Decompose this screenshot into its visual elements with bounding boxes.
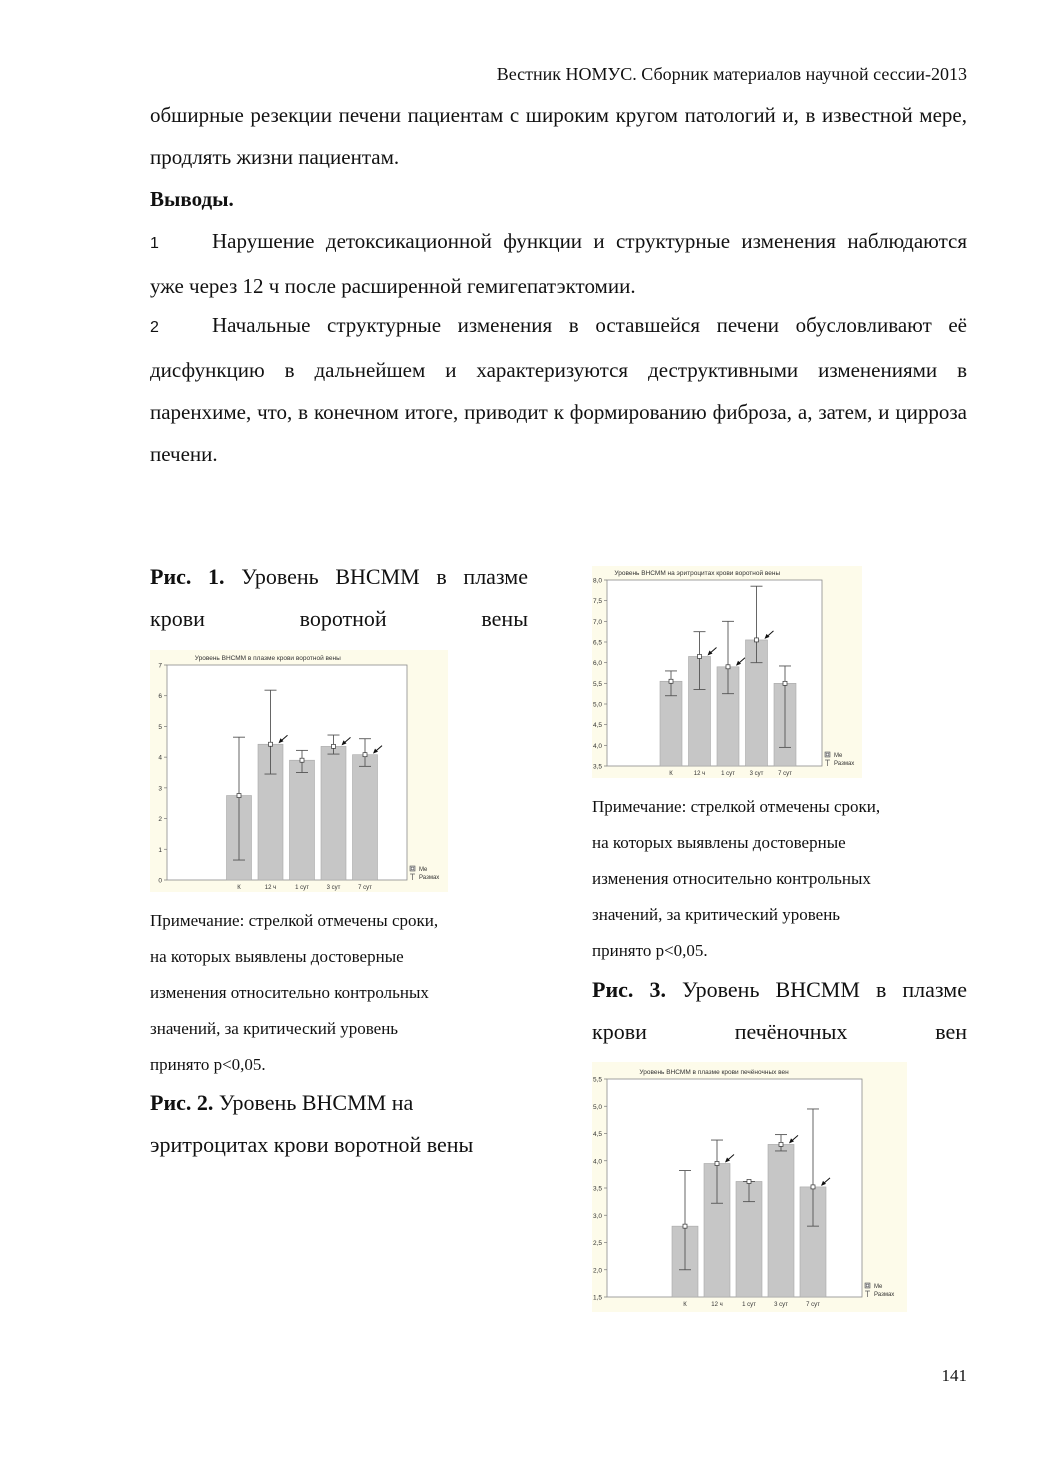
legend-median-marker <box>826 753 828 755</box>
median-marker <box>669 679 673 683</box>
x-tick-label: К <box>683 1302 687 1308</box>
legend-median-label: Me <box>874 1284 883 1290</box>
y-tick-label: 7 <box>158 662 162 670</box>
running-header: Вестник НОМУС. Сборник материалов научной сессии-2013 <box>496 64 967 84</box>
y-tick-label: 4 <box>158 754 162 762</box>
figure-1-caption <box>150 556 528 640</box>
note-line: Примечание: стрелкой отмечены сроки, <box>150 911 439 930</box>
bar <box>353 755 378 880</box>
figure-3-caption <box>592 969 967 1053</box>
x-tick-label: 7 сут <box>778 771 792 777</box>
chart-svg <box>592 566 862 778</box>
y-tick-label: 5 <box>158 723 162 731</box>
note-line: Примечание: стрелкой отмечены сроки, <box>592 797 881 816</box>
median-marker <box>237 794 241 798</box>
intro-paragraph: обширные резекции печени пациентам с широким кругом патологий и, в известной мере, продлять жизни пациентам. <box>150 103 967 169</box>
y-tick-label: 3,5 <box>592 1185 602 1193</box>
x-tick-label: К <box>237 885 241 891</box>
note-line: изменения относительно контрольных <box>150 983 429 1002</box>
y-tick-label: 4,0 <box>592 1158 602 1166</box>
chart-title: Уровень ВНСММ в плазме крови печёночных вен <box>639 1069 789 1076</box>
figure-2-label: Рис. 2. <box>150 1090 214 1115</box>
x-tick-label: 3 сут <box>326 885 341 891</box>
bar <box>290 760 315 880</box>
x-tick-label: 1 сут <box>295 885 309 891</box>
figure-2-caption-text: Уровень ВНСММ на эритроцитах крови воротной вены <box>150 1090 474 1157</box>
y-tick-label: 5,5 <box>592 1076 602 1084</box>
legend-median-marker <box>866 1284 868 1286</box>
note-line: значений, за критический уровень <box>150 1019 399 1038</box>
median-marker <box>715 1161 719 1165</box>
x-tick-label: 7 сут <box>806 1302 820 1308</box>
y-tick-label: 1,5 <box>592 1294 602 1302</box>
conclusion-number: 1 <box>150 235 159 252</box>
y-tick-label: 6,0 <box>592 660 602 668</box>
note-line: принято p<0,05. <box>592 941 708 960</box>
note-line: на которых выявлены достоверные <box>150 947 404 966</box>
page-number: 141 <box>941 1366 967 1385</box>
median-marker <box>755 638 759 642</box>
chart-title: Уровень ВНСММ в плазме крови воротной вены <box>194 655 341 662</box>
median-marker <box>747 1179 751 1183</box>
y-tick-label: 3,0 <box>592 1212 602 1220</box>
conclusion-item-2 <box>150 304 967 475</box>
legend-median-label: Me <box>419 867 428 873</box>
x-tick-label: 12 ч <box>693 771 706 777</box>
median-marker <box>269 742 273 746</box>
median-marker <box>779 1142 783 1146</box>
x-tick-label: 3 сут <box>774 1302 788 1308</box>
y-tick-label: 6,5 <box>592 639 602 647</box>
figure-1-label: Рис. 1. <box>150 564 225 589</box>
figure-1-chart <box>150 650 448 892</box>
figure-2-caption <box>150 1082 530 1166</box>
figure-1-caption-text: Уровень ВНСММ в плазме крови воротной вены <box>150 564 528 631</box>
median-marker <box>300 758 304 762</box>
y-tick-label: 8,0 <box>592 577 602 585</box>
median-marker <box>332 744 336 748</box>
y-tick-label: 0 <box>158 877 162 885</box>
median-marker <box>726 665 730 669</box>
note-line: изменения относительно контрольных <box>592 869 871 888</box>
y-tick-label: 5,0 <box>592 1103 602 1111</box>
y-tick-label: 5,5 <box>592 680 602 688</box>
chart-svg <box>592 1062 907 1312</box>
figure-1-note <box>150 903 550 1083</box>
legend-median-label: Me <box>834 753 843 759</box>
x-tick-label: 1 сут <box>721 771 735 777</box>
bar <box>768 1144 794 1297</box>
y-tick-label: 4,5 <box>592 722 602 730</box>
conclusions-heading: Выводы. <box>150 187 234 211</box>
conclusion-text: Нарушение детоксикационной функции и структурные изменения наблюдаются уже через 12 ч после расширенной гемигепатэктомии. <box>150 229 967 298</box>
figure-2-note <box>592 789 972 969</box>
x-tick-label: К <box>669 771 673 777</box>
y-tick-label: 3,5 <box>592 763 602 771</box>
y-tick-label: 4,5 <box>592 1131 602 1138</box>
bar <box>321 746 346 880</box>
conclusion-text: Начальные структурные изменения в оставшейся печени обусловливают её дисфункцию в дальнейшем и характеризуются деструктивными изменениями в паренхиме, что, в конечном итоге, приводит к формированию фиброза, а, затем, и цирроза печени. <box>150 313 967 466</box>
median-marker <box>783 681 787 685</box>
conclusion-number: 2 <box>150 319 159 336</box>
median-marker <box>363 753 367 757</box>
legend-range-label: Размах <box>834 761 855 767</box>
median-marker <box>811 1185 815 1189</box>
median-marker <box>698 654 702 658</box>
x-tick-label: 3 сут <box>749 771 764 777</box>
y-tick-label: 2,0 <box>592 1267 602 1275</box>
legend-median-marker <box>411 867 413 869</box>
figure-3-label: Рис. 3. <box>592 977 666 1002</box>
note-line: на которых выявлены достоверные <box>592 833 846 852</box>
legend-range-label: Размах <box>874 1292 895 1298</box>
note-line: принято p<0,05. <box>150 1055 266 1074</box>
y-tick-label: 7,5 <box>592 598 602 606</box>
y-tick-label: 5,0 <box>592 701 602 709</box>
y-tick-label: 4,0 <box>592 742 602 750</box>
figure-3-chart <box>592 1062 907 1312</box>
x-tick-label: 7 сут <box>358 885 372 891</box>
legend-range-label: Размах <box>419 875 440 881</box>
chart-title: Уровень ВНСММ на эритроцитах крови воротной вены <box>614 570 781 577</box>
x-tick-label: 12 ч <box>711 1302 723 1308</box>
y-tick-label: 6 <box>158 693 162 701</box>
y-tick-label: 2,5 <box>592 1240 602 1247</box>
chart-svg <box>150 650 448 892</box>
figure-2-chart <box>592 566 862 778</box>
y-tick-label: 2 <box>158 816 162 824</box>
figure-3-caption-text: Уровень ВНСММ в плазме крови печёночных вен <box>592 977 967 1044</box>
conclusion-item-1 <box>150 220 967 307</box>
y-tick-label: 3 <box>158 785 162 793</box>
x-tick-label: 12 ч <box>264 885 277 891</box>
x-tick-label: 1 сут <box>742 1302 756 1308</box>
y-tick-label: 7,0 <box>592 618 602 626</box>
note-line: значений, за критический уровень <box>592 905 841 924</box>
y-tick-label: 1 <box>158 846 162 854</box>
median-marker <box>683 1224 687 1228</box>
